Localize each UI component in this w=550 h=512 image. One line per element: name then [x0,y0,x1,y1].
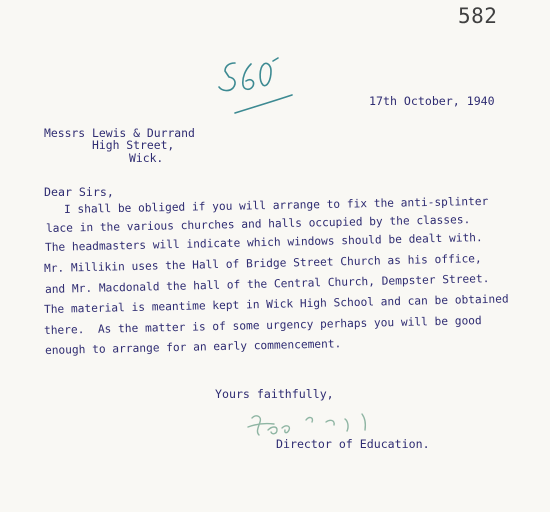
body-line: enough to arrange for an early commencement. [44,337,342,357]
signatory-title: Director of Education. [276,437,430,451]
reference-number: 582 [458,4,498,28]
salutation: Dear Sirs, [44,185,114,199]
body-line: Mr. Millikin uses the Hall of Bridge Street Church as his office, [43,252,482,275]
closing: Yours faithfully, [215,387,334,401]
recipient-name: Messrs Lewis & Durrand [44,126,195,140]
body-line: I shall be obliged if you will arrange to fix the anti-splinter [63,194,489,216]
handwritten-annotation [204,50,299,120]
recipient-street: High Street, [92,138,175,152]
body-line: and Mr. Macdonald the hall of the Central Church, Dempster Street. [44,272,490,296]
recipient-town: Wick. [129,151,164,165]
body-line: The headmasters will indicate which windows should be dealt with. [44,231,483,254]
body-line: The material is meantime kept in Wick High School and can be obtained [43,292,509,316]
body-line: lace in the various churches and halls occupied by the classes. [45,213,471,235]
letter-date: 17th October, 1940 [369,94,495,108]
body-line: there. As the matter is of some urgency perhaps you will be good [43,314,482,337]
